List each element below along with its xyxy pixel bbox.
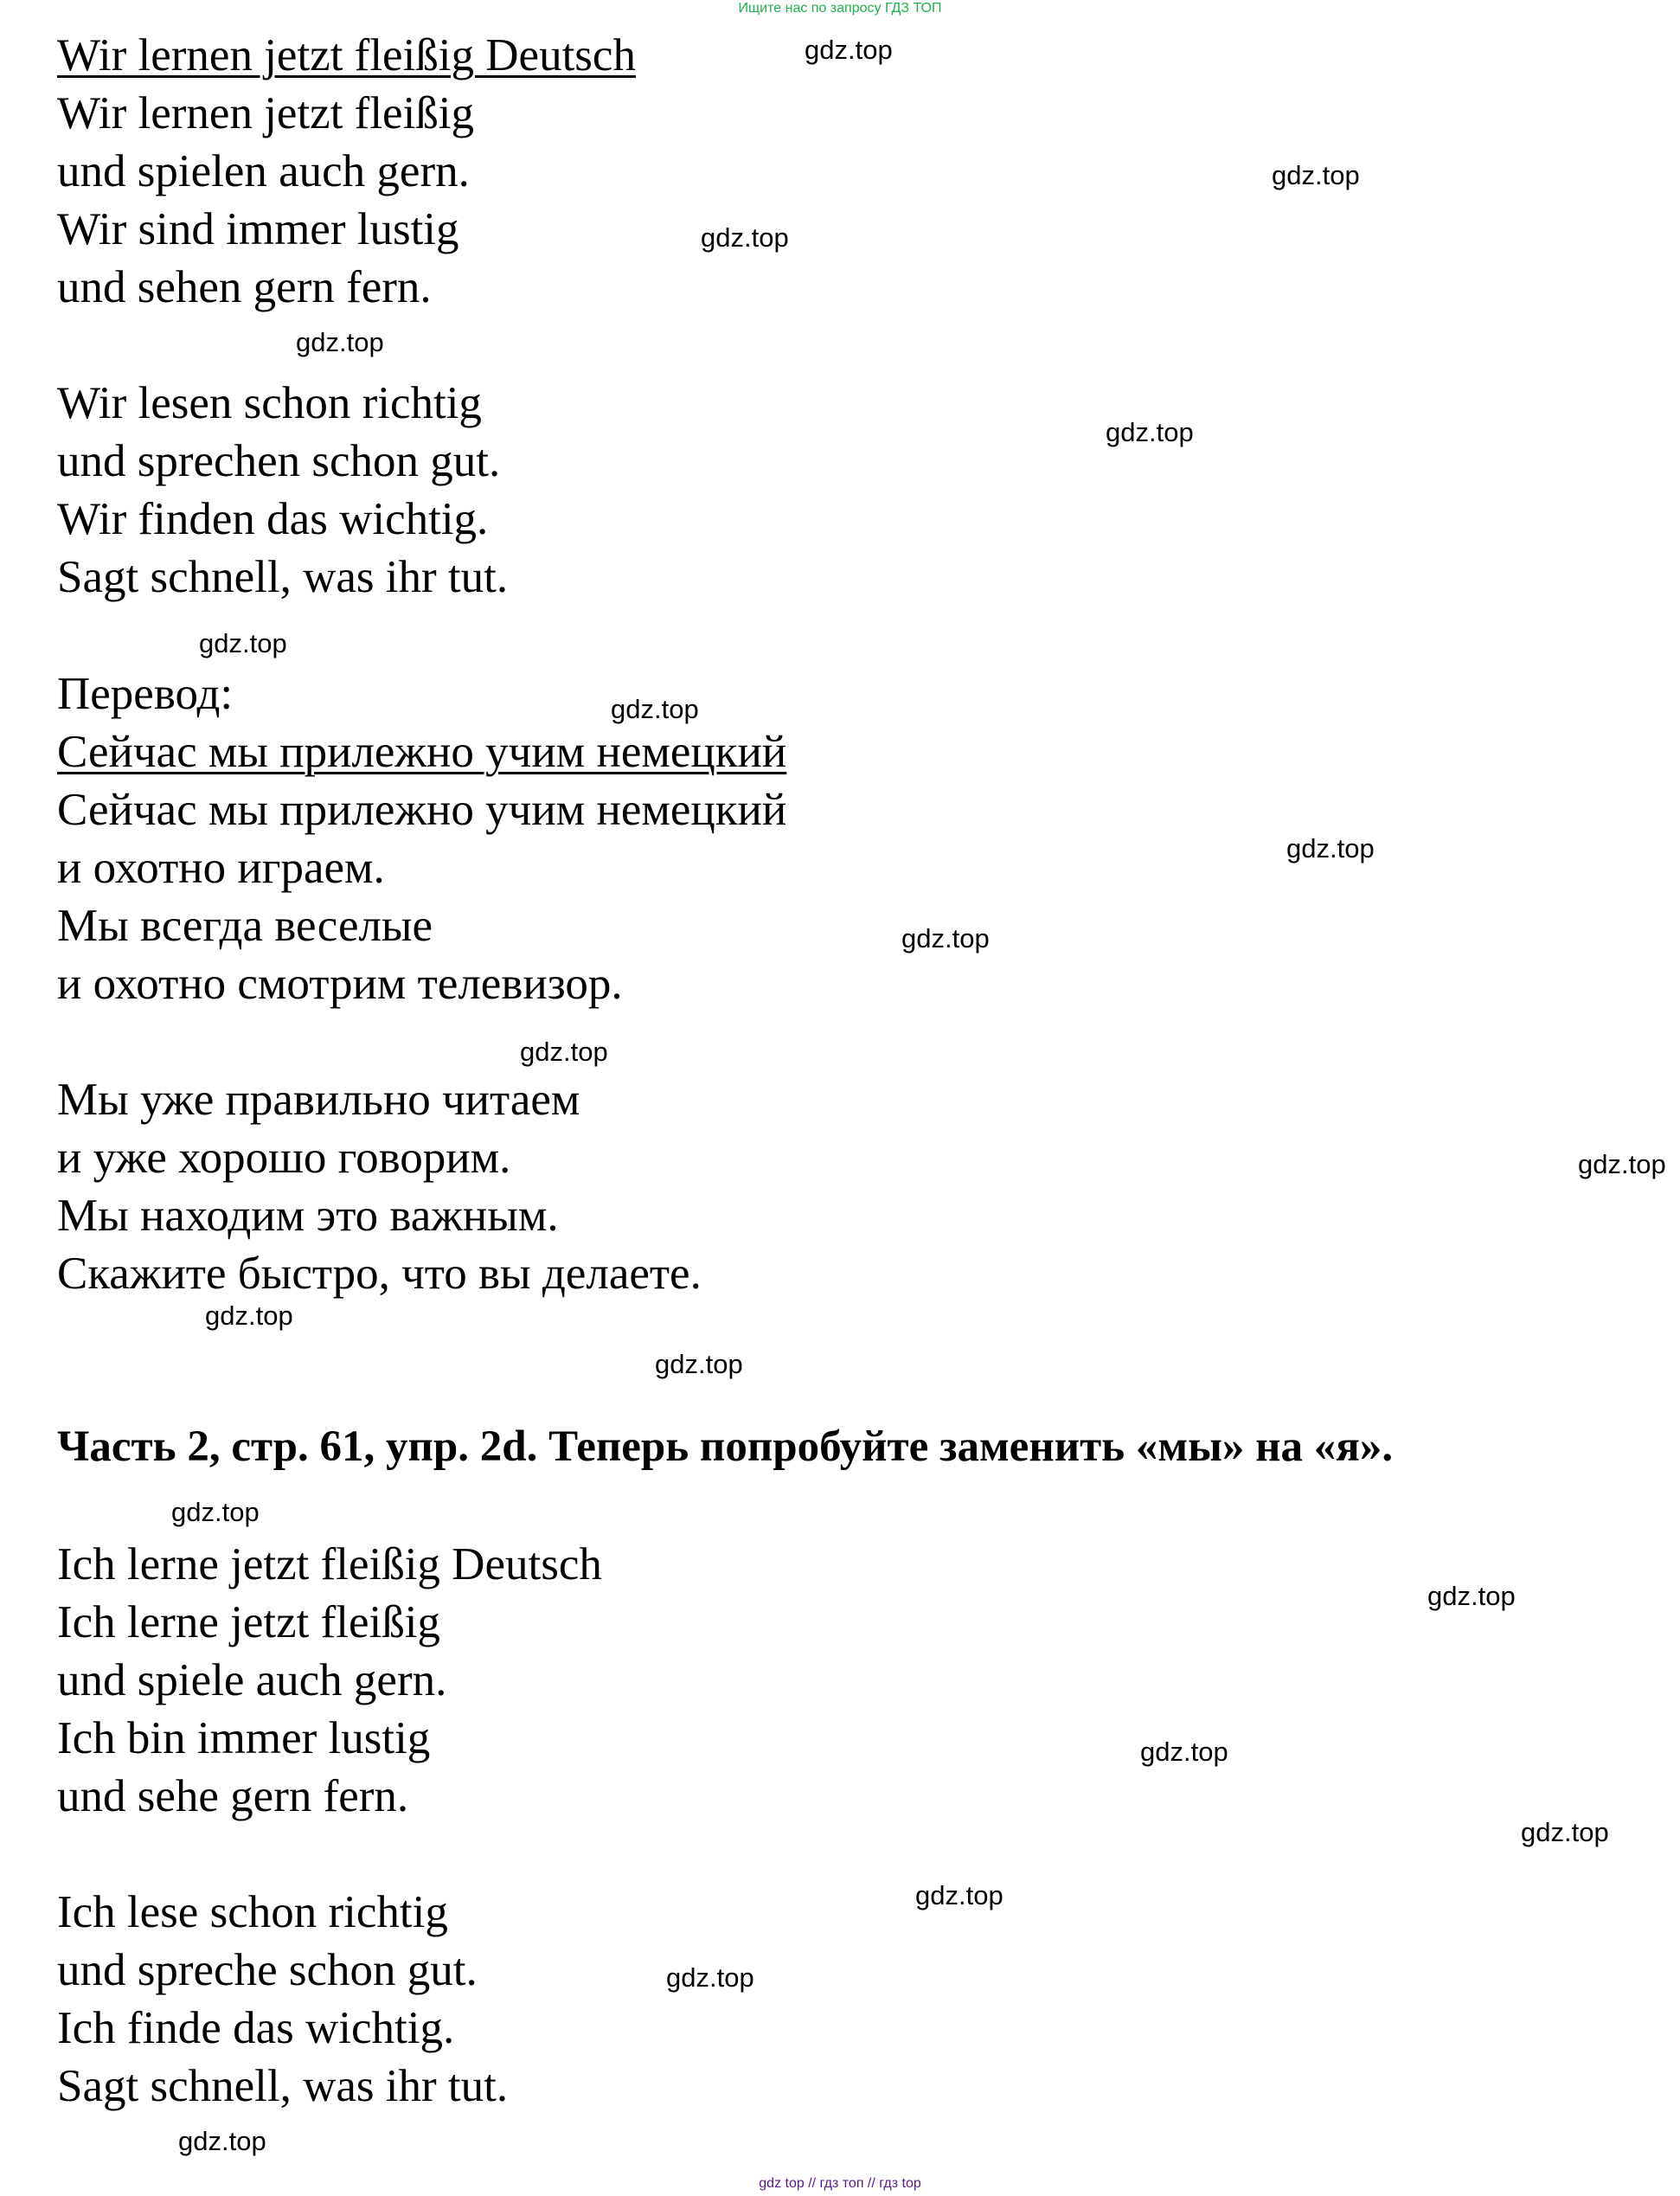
watermark: gdz.top bbox=[611, 694, 699, 724]
header-note: Ищите нас по запросу ГДЗ ТОП bbox=[738, 1, 942, 16]
poem-title: Wir lernen jetzt fleißig Deutsch bbox=[57, 30, 636, 80]
watermark: gdz.top bbox=[805, 35, 893, 65]
watermark: gdz.top bbox=[205, 1300, 293, 1331]
watermark: gdz.top bbox=[1286, 833, 1375, 864]
watermark: gdz.top bbox=[171, 1497, 260, 1527]
poem-line: und sehen gern fern. bbox=[57, 262, 432, 312]
watermark: gdz.top bbox=[901, 923, 990, 954]
poem-ich-line: Sagt schnell, was ihr tut. bbox=[57, 2061, 509, 2111]
watermark: gdz.top bbox=[1521, 1817, 1609, 1847]
translation-line: Сейчас мы прилежно учим немецкий bbox=[57, 785, 787, 835]
watermark: gdz.top bbox=[655, 1349, 743, 1379]
footer-note: gdz top // гдз топ // гдз top bbox=[759, 2176, 921, 2191]
watermark: gdz.top bbox=[199, 628, 287, 658]
watermark: gdz.top bbox=[915, 1880, 1004, 1910]
poem-ich-line: und spreche schon gut. bbox=[57, 1945, 478, 1995]
poem-ich-line: Ich finde das wichtig. bbox=[57, 2003, 455, 2053]
translation-line: Мы находим это важным. bbox=[57, 1191, 559, 1241]
watermark: gdz.top bbox=[1427, 1581, 1516, 1611]
watermark: gdz.top bbox=[1106, 417, 1194, 447]
task-heading: Часть 2, стр. 61, упр. 2d. Теперь попробуйте заменить «мы» на «я». bbox=[57, 1422, 1394, 1471]
translation-line: и уже хорошо говорим. bbox=[57, 1133, 511, 1183]
translation-line: Мы уже правильно читаем bbox=[57, 1075, 580, 1125]
watermark: gdz.top bbox=[178, 2126, 266, 2156]
translation-label: Перевод: bbox=[57, 669, 234, 719]
poem-line: Wir lesen schon richtig bbox=[57, 378, 482, 428]
poem-ich-title: Ich lerne jetzt fleißig Deutsch bbox=[57, 1539, 602, 1589]
poem-line: und spielen auch gern. bbox=[57, 146, 470, 196]
watermark: gdz.top bbox=[520, 1037, 608, 1067]
poem-ich-line: Ich lese schon richtig bbox=[57, 1887, 448, 1937]
watermark: gdz.top bbox=[1272, 160, 1360, 190]
watermark: gdz.top bbox=[666, 1962, 754, 1993]
poem-ich-line: Ich bin immer lustig bbox=[57, 1713, 431, 1763]
poem-line: Wir sind immer lustig bbox=[57, 204, 459, 254]
watermark: gdz.top bbox=[296, 327, 384, 357]
poem-line: und sprechen schon gut. bbox=[57, 436, 501, 486]
poem-ich-line: Ich lerne jetzt fleißig bbox=[57, 1597, 440, 1647]
translation-line: и охотно смотрим телевизор. bbox=[57, 959, 623, 1009]
translation-line: Скажите быстро, что вы делаете. bbox=[57, 1249, 702, 1299]
poem-line: Wir finden das wichtig. bbox=[57, 494, 489, 544]
translation-title: Сейчас мы прилежно учим немецкий bbox=[57, 727, 787, 777]
poem-ich-line: und spiele auch gern. bbox=[57, 1655, 447, 1705]
watermark: gdz.top bbox=[701, 222, 789, 253]
poem-line: Wir lernen jetzt fleißig bbox=[57, 88, 475, 138]
poem-ich-line: und sehe gern fern. bbox=[57, 1771, 409, 1821]
poem-line: Sagt schnell, was ihr tut. bbox=[57, 552, 509, 602]
watermark: gdz.top bbox=[1140, 1737, 1228, 1767]
watermark: gdz.top bbox=[1578, 1149, 1666, 1179]
translation-line: Мы всегда веселые bbox=[57, 901, 433, 951]
translation-line: и охотно играем. bbox=[57, 843, 385, 893]
